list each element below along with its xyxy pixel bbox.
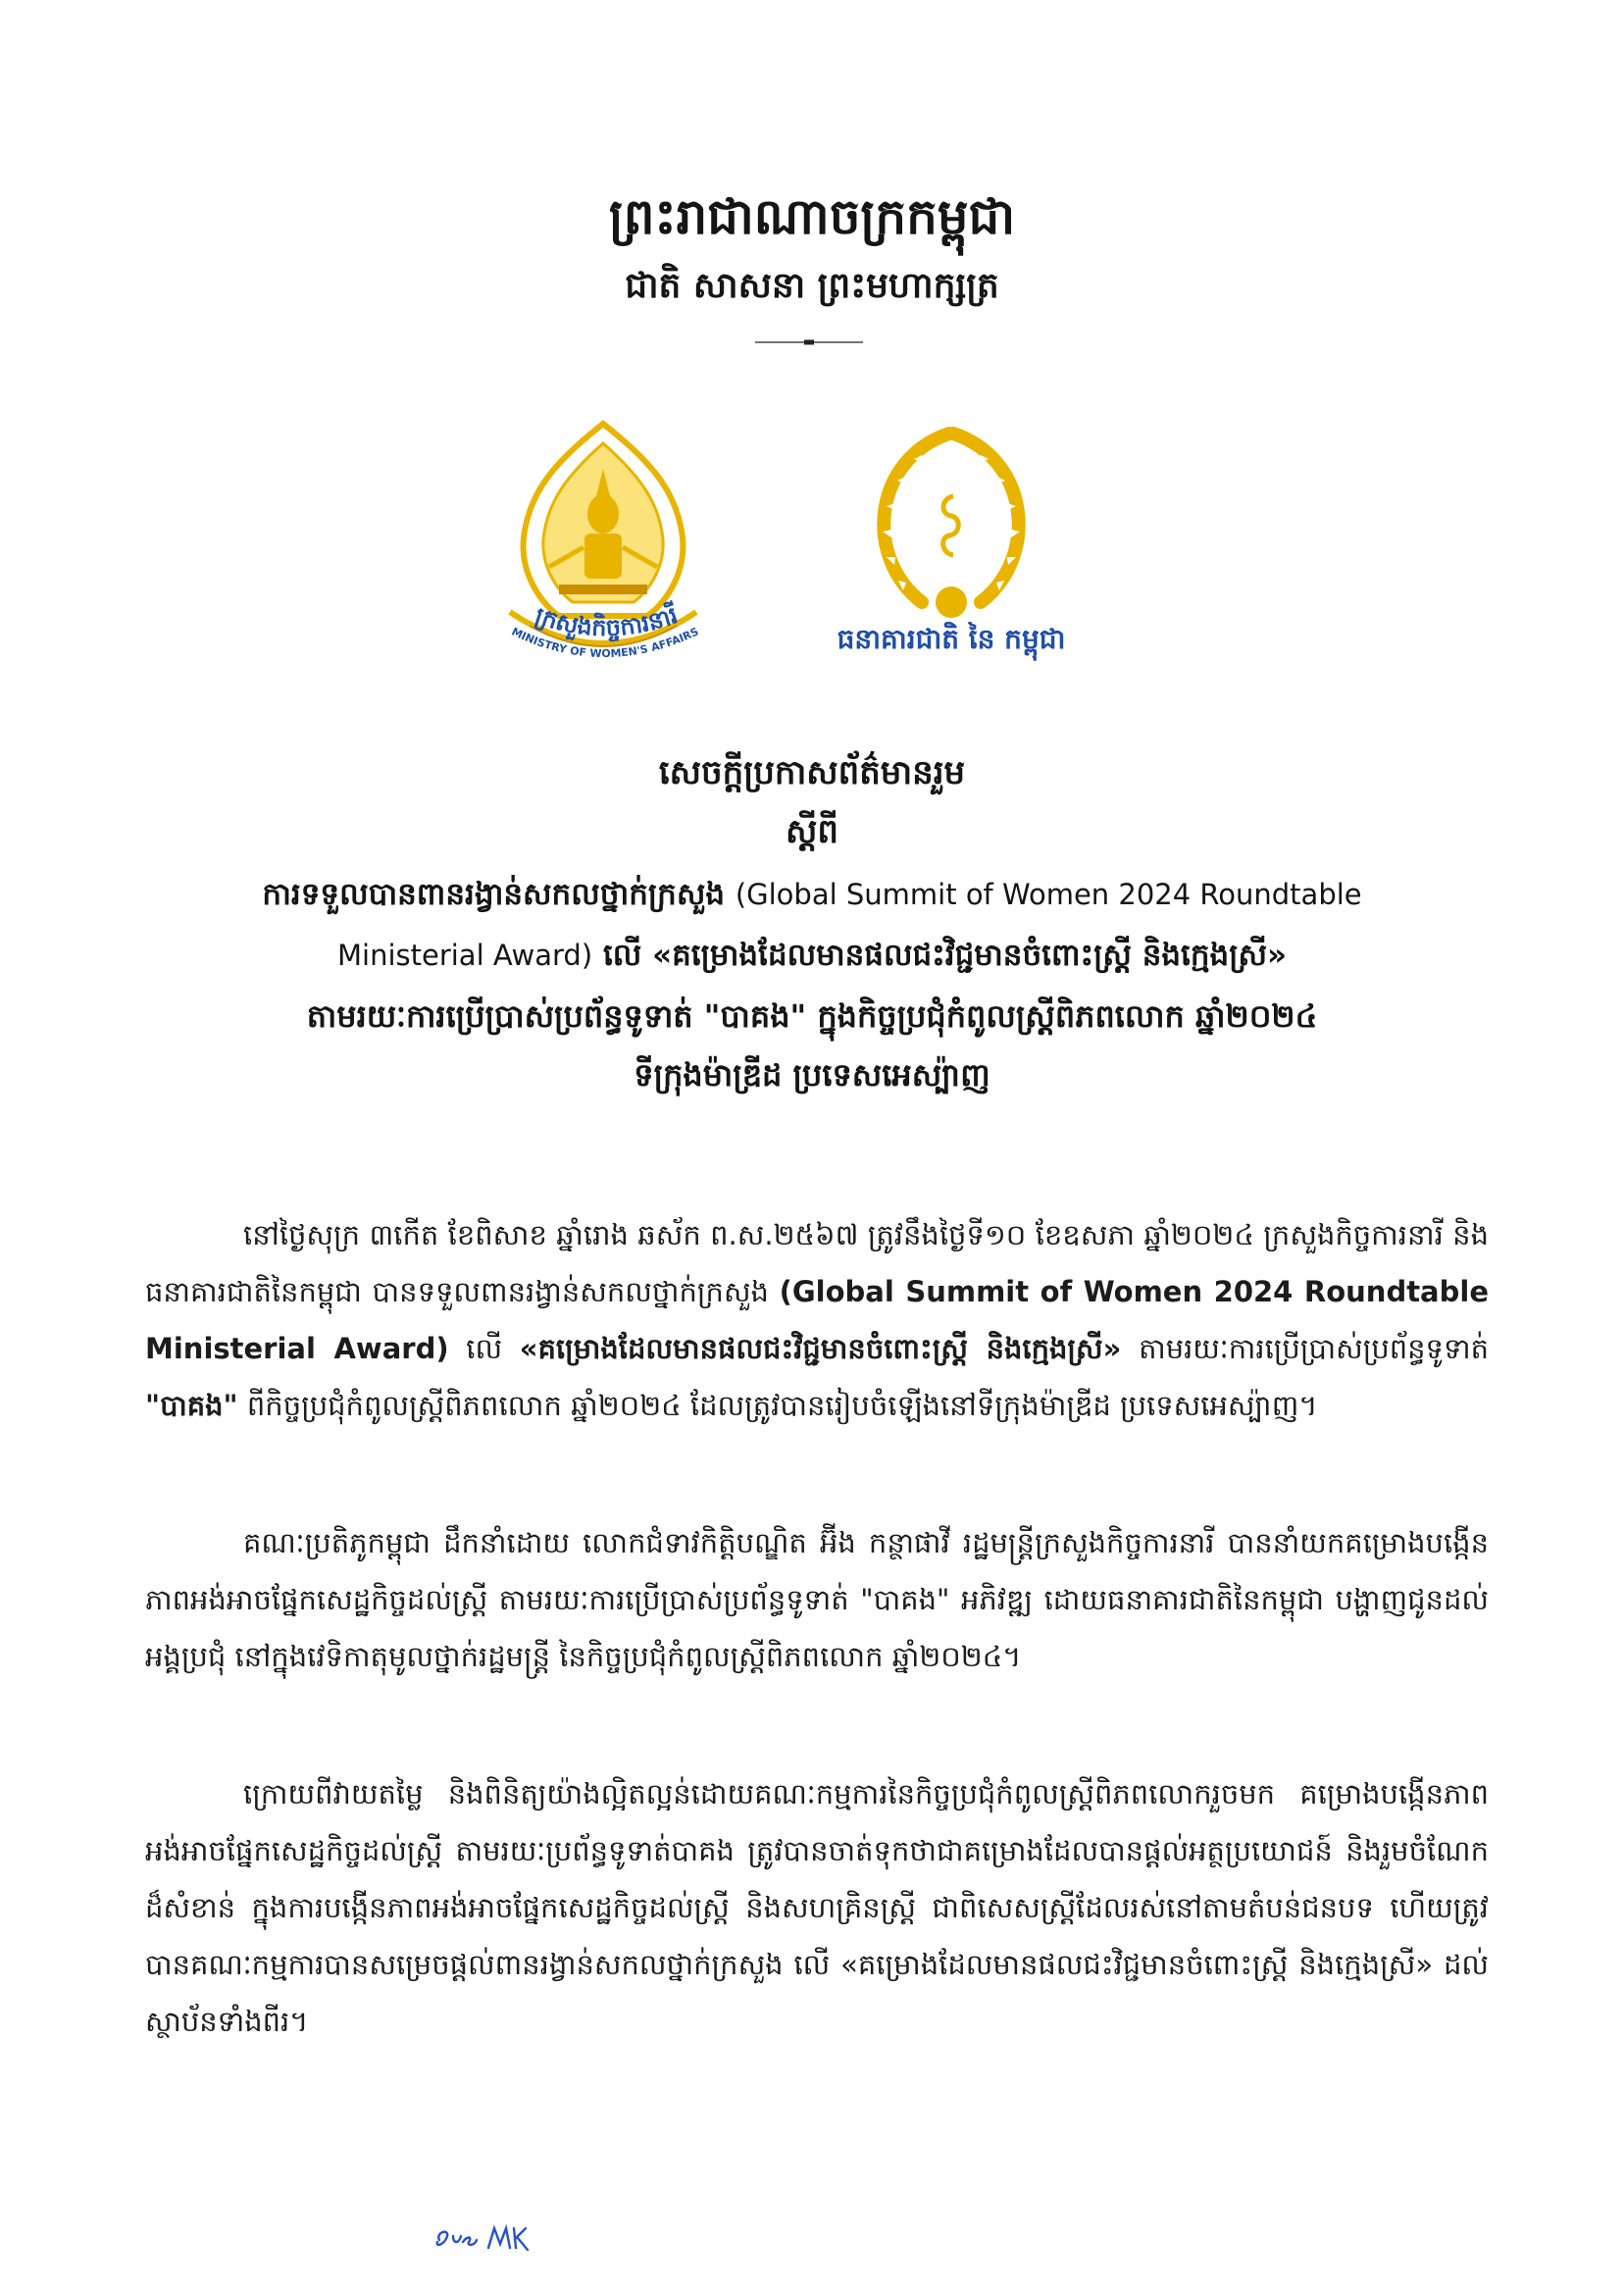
- handwritten-initials: [433, 2218, 532, 2258]
- paragraph-1: [145, 1206, 1489, 1434]
- p1-project: «គម្រោងដែលមានផលជះវិជ្ជមានចំពោះស្ត្រី និងក្មេងស្រី»: [519, 1332, 1122, 1365]
- ministry-logo-caption: [496, 600, 712, 679]
- paragraph-2: [145, 1514, 1489, 1685]
- p1-via: តាមរយៈការប្រើប្រាស់ប្រព័ន្ធទូទាត់: [1139, 1332, 1489, 1365]
- kingdom-title: ព្រះរាជាណាចក្រកម្ពុជា: [608, 188, 1016, 245]
- divider-ornament: [755, 339, 863, 345]
- heading-award-kh: ការទទួលបានពានរង្វាន់សកលថ្នាក់ក្រសួង: [262, 877, 726, 912]
- heading-award-en-end: Ministerial Award): [336, 939, 593, 972]
- release-heading-line-3: [0, 865, 1624, 924]
- paragraph-3: [145, 1765, 1489, 2050]
- p2-text: គណៈប្រតិភូកម្ពុជា ដឹកនាំដោយ លោកជំទាវកិត្តិបណ្ឌិត អ៊ីង កន្ថាផាវី រដ្ឋមន្ត្រីក្រសួងកិច្ចការនារី បាននាំយកគម្រោងបង្កើនភាពអង់អាចផ្នែកសេដ្ឋកិច្ចដល់ស្ត្រី តាមរយៈការប្រើប្រាស់ប្រព័ន្ធទូទាត់ "បាគង" អភិវឌ្ឍ ដោយធនាគារជាតិនៃកម្ពុជា បង្ហាញជូនដល់អង្គប្រជុំ នៅក្នុងវេទិកាតុមូលថ្នាក់រដ្ឋមន្ត្រី នៃកិច្ចប្រជុំកំពូលស្ត្រីពិភពលោក ឆ្នាំ២០២៤។: [145, 1526, 1489, 1673]
- release-heading-line-4: [0, 926, 1624, 985]
- release-heading-line-5: តាមរយៈការប្រើប្រាស់ប្រព័ន្ធទូទាត់ "បាគង" ក្នុងកិច្ចប្រជុំកំពូលស្ត្រីពិភពលោក ឆ្នាំ២០២៤: [306, 997, 1318, 1035]
- ministry-name-kh: ក្រសួងកិច្ចការនារី: [532, 601, 682, 642]
- svg-text:ក្រសួងកិច្ចការនារី: [532, 600, 683, 642]
- ministry-name-en: MINISTRY OF WOMEN'S AFFAIRS: [509, 625, 701, 661]
- p1-event: ពីកិច្ចប្រជុំកំពូលស្ត្រីពិភពលោក ឆ្នាំ២០២៤ ដែលត្រូវបានរៀបចំឡើងនៅទីក្រុងម៉ាឌ្រីដ ប្រទេសអេស្ប៉ាញ។: [246, 1389, 1318, 1422]
- national-bank-name-kh: ធនាគារជាតិ នៃ កម្ពុជា: [837, 623, 1066, 655]
- p1-award-en: (Global Summit of Women 2024 Roundtable Ministerial Award): [145, 1275, 1489, 1365]
- p1-on: លើ: [466, 1332, 503, 1365]
- heading-award-en: (Global Summit of Women 2024 Roundtable: [735, 878, 1362, 911]
- national-motto: ជាតិ សាសនា ព្រះមហាក្សត្រ: [625, 266, 999, 306]
- release-heading-location: ទីក្រុងម៉ាឌ្រីដ ប្រទេសអេស្ប៉ាញ: [634, 1056, 990, 1094]
- p3-text: ក្រោយពីវាយតម្លៃ និងពិនិត្យយ៉ាងល្អិតល្អន់ដោយគណៈកម្មការនៃកិច្ចប្រជុំកំពូលស្ត្រីពិភពលោករួចមក គម្រោងបង្កើនភាពអង់អាចផ្នែកសេដ្ឋកិច្ចដល់ស្ត្រី តាមរយៈប្រព័ន្ធទូទាត់បាគង ត្រូវបានចាត់ទុកថាជាគម្រោងដែលបានផ្តល់អត្ថប្រយោជន៍ និងរួមចំណែកដ៏សំខាន់ ក្នុងការបង្កើនភាពអង់អាចផ្នែកសេដ្ឋកិច្ចដល់ស្ត្រី និងសហគ្រិនស្ត្រី ជាពិសេសស្ត្រីដែលរស់នៅតាមតំបន់ជនបទ ហើយត្រូវបានគណៈកម្មការបានសម្រេចផ្តល់ពានរង្វាន់សកលថ្នាក់ក្រសួង លើ «គម្រោងដែលមានផលជះវិជ្ជមានចំពោះស្ត្រី និងក្មេងស្រី» ដល់ស្ថាប័នទាំងពីរ។: [145, 1777, 1489, 2038]
- release-title: សេចក្តីប្រកាសព័ត៌មានរួម: [658, 753, 966, 792]
- p1-intro: នៅថ្ងៃសុក្រ ៣កើត ខែពិសាខ ឆ្នាំរោង ឆស័ក ព.ស.២៥៦៧ ត្រូវនឹងថ្ងៃទី១០ ខែឧសភា ឆ្នាំ២០២៤ ក្រសួងកិច្ចការនារី និង ធនាគារជាតិនៃកម្ពុជា បានទទួលពានរង្វាន់សកលថ្នាក់ក្រសួង: [145, 1218, 1489, 1308]
- release-subtitle: ស្តីពី: [786, 812, 838, 851]
- heading-project-kh: លើ «គម្រោងដែលមានផលជះវិជ្ជមានចំពោះស្ត្រី និងក្មេងស្រី»: [602, 938, 1288, 973]
- p1-bakong: "បាគង": [145, 1389, 238, 1422]
